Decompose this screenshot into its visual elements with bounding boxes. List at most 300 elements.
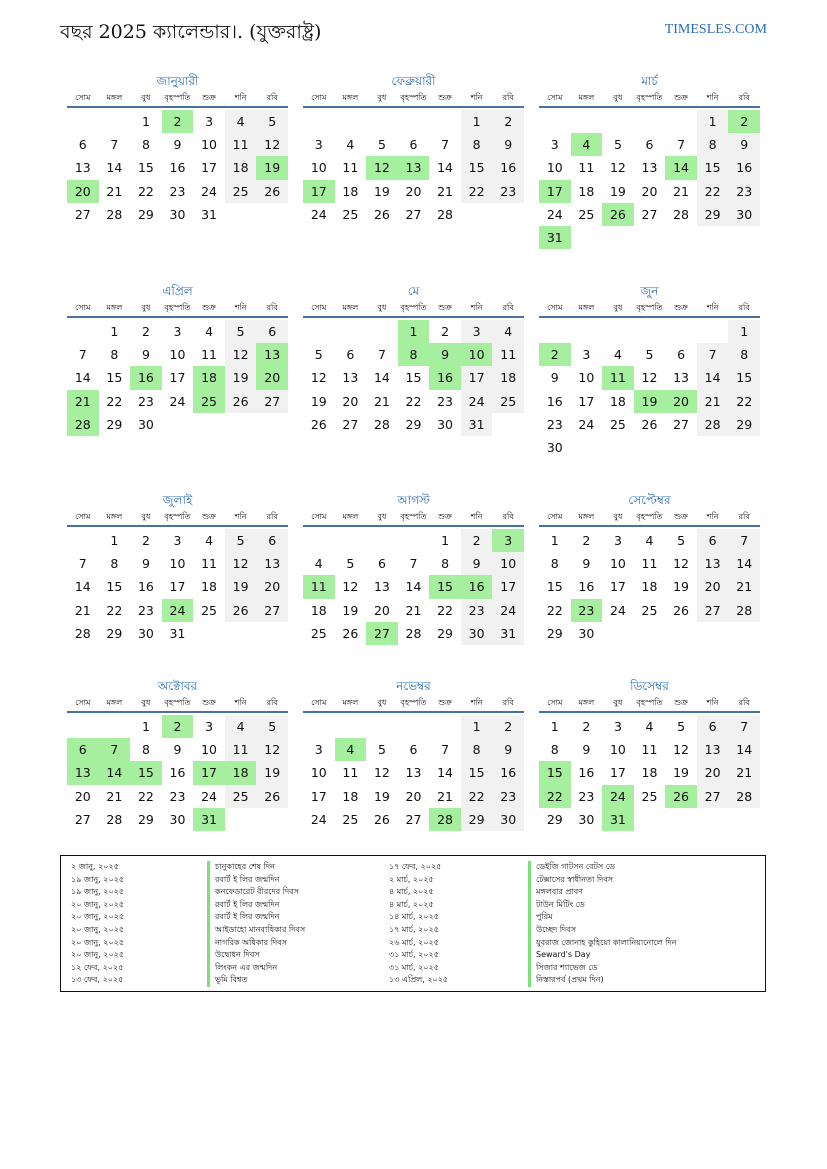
- day-cell[interactable]: 7: [409, 556, 418, 572]
- day-cell[interactable]: 28: [106, 206, 123, 222]
- day-cell[interactable]: 7: [441, 742, 450, 758]
- day-cell[interactable]: 27: [256, 390, 288, 413]
- day-cell[interactable]: 11: [342, 765, 359, 781]
- day-cell[interactable]: 31: [492, 622, 524, 645]
- day-cell[interactable]: 5: [677, 719, 686, 734]
- day-cell[interactable]: 4: [571, 133, 603, 156]
- day-cell[interactable]: 12: [609, 160, 626, 176]
- day-cell[interactable]: 21: [373, 393, 390, 409]
- day-cell[interactable]: 9: [173, 137, 182, 153]
- day-cell[interactable]: 30: [578, 811, 595, 827]
- day-cell[interactable]: 10: [578, 370, 595, 386]
- day-cell[interactable]: 18: [342, 183, 359, 199]
- day-cell[interactable]: 16: [429, 366, 461, 389]
- day-cell[interactable]: 18: [492, 366, 524, 389]
- day-cell[interactable]: 29: [437, 625, 454, 641]
- day-cell[interactable]: 5: [677, 533, 686, 548]
- day-cell[interactable]: 5: [256, 715, 288, 738]
- day-cell[interactable]: 10: [169, 556, 186, 572]
- day-cell[interactable]: 19: [373, 788, 390, 804]
- day-cell[interactable]: 22: [461, 785, 493, 808]
- day-cell[interactable]: 3: [314, 742, 323, 758]
- day-cell[interactable]: 28: [728, 785, 760, 808]
- day-cell[interactable]: 2: [582, 533, 591, 548]
- day-cell[interactable]: 29: [106, 416, 123, 432]
- day-cell[interactable]: 8: [110, 347, 119, 363]
- day-cell[interactable]: 23: [137, 602, 154, 618]
- day-cell[interactable]: 28: [67, 413, 99, 436]
- day-cell[interactable]: 29: [461, 808, 493, 831]
- day-cell[interactable]: 12: [225, 343, 257, 366]
- day-cell[interactable]: 16: [492, 761, 524, 784]
- day-cell[interactable]: 14: [373, 370, 390, 386]
- day-cell[interactable]: 12: [673, 742, 690, 758]
- day-cell[interactable]: 24: [609, 602, 626, 618]
- day-cell[interactable]: 16: [546, 393, 563, 409]
- day-cell[interactable]: 1: [461, 110, 493, 133]
- day-cell[interactable]: 10: [201, 137, 218, 153]
- day-cell[interactable]: 28: [405, 625, 422, 641]
- day-cell[interactable]: 6: [677, 347, 686, 363]
- day-cell[interactable]: 26: [665, 785, 697, 808]
- day-cell[interactable]: 29: [728, 413, 760, 436]
- day-cell[interactable]: 28: [673, 206, 690, 222]
- day-cell[interactable]: 15: [106, 370, 123, 386]
- day-cell[interactable]: 25: [310, 625, 327, 641]
- day-cell[interactable]: 3: [613, 719, 622, 734]
- day-cell[interactable]: 22: [461, 180, 493, 203]
- day-cell[interactable]: 28: [74, 625, 91, 641]
- day-cell[interactable]: 25: [201, 602, 218, 618]
- day-cell[interactable]: 12: [673, 556, 690, 572]
- day-cell[interactable]: 23: [437, 393, 454, 409]
- day-cell[interactable]: 20: [67, 180, 99, 203]
- day-cell[interactable]: 23: [578, 788, 595, 804]
- day-cell[interactable]: 18: [201, 579, 218, 595]
- day-cell[interactable]: 18: [225, 156, 257, 179]
- day-cell[interactable]: 15: [461, 761, 493, 784]
- day-cell[interactable]: 23: [546, 416, 563, 432]
- day-cell[interactable]: 16: [578, 579, 595, 595]
- day-cell[interactable]: 4: [645, 533, 654, 548]
- day-cell[interactable]: 27: [256, 599, 288, 622]
- day-cell[interactable]: 26: [342, 625, 359, 641]
- day-cell[interactable]: 27: [405, 206, 422, 222]
- day-cell[interactable]: 23: [492, 180, 524, 203]
- site-link[interactable]: TIMESLES.COM: [664, 22, 767, 37]
- day-cell[interactable]: 9: [141, 347, 150, 363]
- day-cell[interactable]: 3: [205, 114, 214, 129]
- day-cell[interactable]: 23: [169, 183, 186, 199]
- day-cell[interactable]: 28: [697, 413, 729, 436]
- day-cell[interactable]: 11: [578, 160, 595, 176]
- day-cell[interactable]: 6: [697, 715, 729, 738]
- day-cell[interactable]: 29: [106, 625, 123, 641]
- day-cell[interactable]: 19: [225, 575, 257, 598]
- day-cell[interactable]: 8: [697, 133, 729, 156]
- day-cell[interactable]: 2: [162, 715, 194, 738]
- day-cell[interactable]: 30: [169, 811, 186, 827]
- day-cell[interactable]: 27: [366, 622, 398, 645]
- day-cell[interactable]: 25: [225, 180, 257, 203]
- day-cell[interactable]: 30: [461, 622, 493, 645]
- day-cell[interactable]: 3: [173, 533, 182, 548]
- day-cell[interactable]: 25: [342, 811, 359, 827]
- day-cell[interactable]: 21: [106, 788, 123, 804]
- day-cell[interactable]: 23: [137, 393, 154, 409]
- day-cell[interactable]: 10: [169, 347, 186, 363]
- day-cell[interactable]: 14: [405, 579, 422, 595]
- day-cell[interactable]: 25: [342, 206, 359, 222]
- day-cell[interactable]: 30: [546, 439, 563, 455]
- day-cell[interactable]: 30: [578, 625, 595, 641]
- day-cell[interactable]: 2: [141, 324, 150, 339]
- day-cell[interactable]: 10: [609, 742, 626, 758]
- day-cell[interactable]: 21: [697, 390, 729, 413]
- day-cell[interactable]: 12: [342, 579, 359, 595]
- day-cell[interactable]: 4: [205, 324, 214, 339]
- day-cell[interactable]: 21: [728, 575, 760, 598]
- day-cell[interactable]: 11: [201, 556, 218, 572]
- day-cell[interactable]: 17: [169, 370, 186, 386]
- day-cell[interactable]: 2: [582, 719, 591, 734]
- day-cell[interactable]: 28: [728, 599, 760, 622]
- day-cell[interactable]: 22: [697, 180, 729, 203]
- day-cell[interactable]: 12: [256, 738, 288, 761]
- day-cell[interactable]: 3: [492, 529, 524, 552]
- day-cell[interactable]: 17: [201, 160, 218, 176]
- day-cell[interactable]: 14: [697, 366, 729, 389]
- day-cell[interactable]: 7: [78, 556, 87, 572]
- day-cell[interactable]: 13: [67, 761, 99, 784]
- day-cell[interactable]: 21: [67, 390, 99, 413]
- day-cell[interactable]: 13: [641, 160, 658, 176]
- day-cell[interactable]: 26: [641, 416, 658, 432]
- day-cell[interactable]: 25: [641, 788, 658, 804]
- day-cell[interactable]: 2: [539, 343, 571, 366]
- day-cell[interactable]: 8: [728, 343, 760, 366]
- day-cell[interactable]: 25: [578, 206, 595, 222]
- day-cell[interactable]: 4: [314, 556, 323, 572]
- day-cell[interactable]: 7: [441, 137, 450, 153]
- day-cell[interactable]: 19: [373, 183, 390, 199]
- day-cell[interactable]: 10: [492, 552, 524, 575]
- day-cell[interactable]: 13: [673, 370, 690, 386]
- day-cell[interactable]: 16: [137, 579, 154, 595]
- day-cell[interactable]: 6: [67, 738, 99, 761]
- day-cell[interactable]: 24: [602, 785, 634, 808]
- day-cell[interactable]: 13: [697, 738, 729, 761]
- day-cell[interactable]: 28: [373, 416, 390, 432]
- day-cell[interactable]: 25: [193, 390, 225, 413]
- day-cell[interactable]: 6: [645, 137, 654, 153]
- day-cell[interactable]: 22: [539, 785, 571, 808]
- day-cell[interactable]: 2: [162, 110, 194, 133]
- day-cell[interactable]: 5: [314, 347, 323, 363]
- day-cell[interactable]: 2: [492, 715, 524, 738]
- day-cell[interactable]: 21: [106, 183, 123, 199]
- day-cell[interactable]: 26: [256, 180, 288, 203]
- day-cell[interactable]: 27: [74, 206, 91, 222]
- day-cell[interactable]: 23: [728, 180, 760, 203]
- day-cell[interactable]: 28: [429, 808, 461, 831]
- day-cell[interactable]: 17: [578, 393, 595, 409]
- day-cell[interactable]: 3: [582, 347, 591, 363]
- day-cell[interactable]: 25: [641, 602, 658, 618]
- day-cell[interactable]: 7: [728, 529, 760, 552]
- day-cell[interactable]: 10: [310, 765, 327, 781]
- day-cell[interactable]: 12: [225, 552, 257, 575]
- day-cell[interactable]: 3: [461, 320, 493, 343]
- day-cell[interactable]: 4: [205, 533, 214, 548]
- day-cell[interactable]: 24: [169, 393, 186, 409]
- day-cell[interactable]: 1: [110, 324, 119, 339]
- day-cell[interactable]: 22: [106, 393, 123, 409]
- day-cell[interactable]: 15: [137, 160, 154, 176]
- day-cell[interactable]: 7: [99, 738, 131, 761]
- day-cell[interactable]: 29: [405, 416, 422, 432]
- day-cell[interactable]: 2: [141, 533, 150, 548]
- day-cell[interactable]: 16: [169, 765, 186, 781]
- day-cell[interactable]: 22: [728, 390, 760, 413]
- day-cell[interactable]: 24: [162, 599, 194, 622]
- day-cell[interactable]: 29: [137, 206, 154, 222]
- day-cell[interactable]: 14: [665, 156, 697, 179]
- day-cell[interactable]: 8: [550, 742, 559, 758]
- day-cell[interactable]: 1: [110, 533, 119, 548]
- day-cell[interactable]: 20: [373, 602, 390, 618]
- day-cell[interactable]: 26: [256, 785, 288, 808]
- day-cell[interactable]: 25: [609, 416, 626, 432]
- day-cell[interactable]: 16: [461, 575, 493, 598]
- day-cell[interactable]: 8: [550, 556, 559, 572]
- day-cell[interactable]: 8: [141, 742, 150, 758]
- day-cell[interactable]: 6: [78, 137, 87, 153]
- day-cell[interactable]: 31: [461, 413, 493, 436]
- day-cell[interactable]: 11: [342, 160, 359, 176]
- day-cell[interactable]: 14: [728, 552, 760, 575]
- day-cell[interactable]: 31: [169, 625, 186, 641]
- day-cell[interactable]: 25: [225, 785, 257, 808]
- day-cell[interactable]: 5: [377, 137, 386, 153]
- day-cell[interactable]: 24: [492, 599, 524, 622]
- day-cell[interactable]: 1: [550, 533, 559, 548]
- day-cell[interactable]: 17: [539, 180, 571, 203]
- day-cell[interactable]: 8: [441, 556, 450, 572]
- day-cell[interactable]: 9: [492, 133, 524, 156]
- day-cell[interactable]: 11: [641, 742, 658, 758]
- day-cell[interactable]: 5: [613, 137, 622, 153]
- day-cell[interactable]: 15: [130, 761, 162, 784]
- day-cell[interactable]: 5: [256, 110, 288, 133]
- day-cell[interactable]: 19: [256, 761, 288, 784]
- day-cell[interactable]: 23: [169, 788, 186, 804]
- day-cell[interactable]: 22: [137, 183, 154, 199]
- day-cell[interactable]: 13: [256, 552, 288, 575]
- day-cell[interactable]: 4: [613, 347, 622, 363]
- day-cell[interactable]: 15: [461, 156, 493, 179]
- day-cell[interactable]: 13: [373, 579, 390, 595]
- day-cell[interactable]: 9: [461, 552, 493, 575]
- day-cell[interactable]: 10: [461, 343, 493, 366]
- day-cell[interactable]: 16: [492, 156, 524, 179]
- day-cell[interactable]: 9: [728, 133, 760, 156]
- day-cell[interactable]: 18: [578, 183, 595, 199]
- day-cell[interactable]: 20: [665, 390, 697, 413]
- day-cell[interactable]: 10: [310, 160, 327, 176]
- day-cell[interactable]: 18: [641, 765, 658, 781]
- day-cell[interactable]: 12: [256, 133, 288, 156]
- day-cell[interactable]: 4: [225, 110, 257, 133]
- day-cell[interactable]: 12: [366, 156, 398, 179]
- day-cell[interactable]: 20: [697, 761, 729, 784]
- day-cell[interactable]: 20: [342, 393, 359, 409]
- day-cell[interactable]: 30: [437, 416, 454, 432]
- day-cell[interactable]: 7: [110, 137, 119, 153]
- day-cell[interactable]: 6: [409, 742, 418, 758]
- day-cell[interactable]: 23: [492, 785, 524, 808]
- day-cell[interactable]: 16: [728, 156, 760, 179]
- day-cell[interactable]: 17: [609, 579, 626, 595]
- day-cell[interactable]: 15: [429, 575, 461, 598]
- day-cell[interactable]: 5: [346, 556, 355, 572]
- day-cell[interactable]: 18: [193, 366, 225, 389]
- day-cell[interactable]: 2: [492, 110, 524, 133]
- day-cell[interactable]: 29: [697, 203, 729, 226]
- day-cell[interactable]: 19: [310, 393, 327, 409]
- day-cell[interactable]: 7: [78, 347, 87, 363]
- day-cell[interactable]: 23: [571, 599, 603, 622]
- day-cell[interactable]: 9: [492, 738, 524, 761]
- day-cell[interactable]: 18: [641, 579, 658, 595]
- day-cell[interactable]: 1: [441, 533, 450, 548]
- day-cell[interactable]: 31: [539, 226, 571, 249]
- day-cell[interactable]: 21: [437, 183, 454, 199]
- day-cell[interactable]: 20: [405, 788, 422, 804]
- day-cell[interactable]: 14: [106, 160, 123, 176]
- day-cell[interactable]: 21: [728, 761, 760, 784]
- day-cell[interactable]: 27: [74, 811, 91, 827]
- day-cell[interactable]: 12: [373, 765, 390, 781]
- day-cell[interactable]: 21: [437, 788, 454, 804]
- day-cell[interactable]: 18: [342, 788, 359, 804]
- day-cell[interactable]: 24: [578, 416, 595, 432]
- day-cell[interactable]: 6: [256, 320, 288, 343]
- day-cell[interactable]: 9: [173, 742, 182, 758]
- day-cell[interactable]: 15: [546, 579, 563, 595]
- day-cell[interactable]: 3: [173, 324, 182, 339]
- day-cell[interactable]: 31: [193, 808, 225, 831]
- day-cell[interactable]: 19: [342, 602, 359, 618]
- day-cell[interactable]: 27: [697, 785, 729, 808]
- day-cell[interactable]: 12: [310, 370, 327, 386]
- day-cell[interactable]: 8: [110, 556, 119, 572]
- day-cell[interactable]: 29: [546, 811, 563, 827]
- day-cell[interactable]: 17: [193, 761, 225, 784]
- day-cell[interactable]: 1: [728, 320, 760, 343]
- day-cell[interactable]: 24: [201, 183, 218, 199]
- day-cell[interactable]: 1: [550, 719, 559, 734]
- day-cell[interactable]: 18: [310, 602, 327, 618]
- day-cell[interactable]: 17: [310, 788, 327, 804]
- day-cell[interactable]: 15: [728, 366, 760, 389]
- day-cell[interactable]: 20: [256, 575, 288, 598]
- day-cell[interactable]: 27: [673, 416, 690, 432]
- day-cell[interactable]: 26: [373, 811, 390, 827]
- day-cell[interactable]: 1: [697, 110, 729, 133]
- day-cell[interactable]: 6: [409, 137, 418, 153]
- day-cell[interactable]: 30: [137, 625, 154, 641]
- day-cell[interactable]: 19: [634, 390, 666, 413]
- day-cell[interactable]: 5: [225, 320, 257, 343]
- day-cell[interactable]: 2: [461, 529, 493, 552]
- day-cell[interactable]: 31: [602, 808, 634, 831]
- day-cell[interactable]: 2: [728, 110, 760, 133]
- day-cell[interactable]: 19: [256, 156, 288, 179]
- day-cell[interactable]: 7: [377, 347, 386, 363]
- day-cell[interactable]: 26: [373, 206, 390, 222]
- day-cell[interactable]: 10: [201, 742, 218, 758]
- day-cell[interactable]: 15: [697, 156, 729, 179]
- day-cell[interactable]: 13: [342, 370, 359, 386]
- day-cell[interactable]: 17: [461, 366, 493, 389]
- day-cell[interactable]: 4: [492, 320, 524, 343]
- day-cell[interactable]: 28: [106, 811, 123, 827]
- day-cell[interactable]: 30: [137, 416, 154, 432]
- day-cell[interactable]: 9: [582, 742, 591, 758]
- day-cell[interactable]: 24: [310, 206, 327, 222]
- day-cell[interactable]: 21: [405, 602, 422, 618]
- day-cell[interactable]: 26: [225, 390, 257, 413]
- day-cell[interactable]: 26: [225, 599, 257, 622]
- day-cell[interactable]: 4: [225, 715, 257, 738]
- day-cell[interactable]: 21: [673, 183, 690, 199]
- day-cell[interactable]: 17: [303, 180, 335, 203]
- day-cell[interactable]: 3: [205, 719, 214, 734]
- day-cell[interactable]: 4: [645, 719, 654, 734]
- day-cell[interactable]: 27: [405, 811, 422, 827]
- day-cell[interactable]: 22: [405, 393, 422, 409]
- day-cell[interactable]: 5: [645, 347, 654, 363]
- day-cell[interactable]: 7: [728, 715, 760, 738]
- day-cell[interactable]: 20: [256, 366, 288, 389]
- day-cell[interactable]: 10: [609, 556, 626, 572]
- day-cell[interactable]: 18: [609, 393, 626, 409]
- day-cell[interactable]: 22: [437, 602, 454, 618]
- day-cell[interactable]: 7: [697, 343, 729, 366]
- day-cell[interactable]: 8: [461, 738, 493, 761]
- day-cell[interactable]: 22: [546, 602, 563, 618]
- day-cell[interactable]: 28: [437, 206, 454, 222]
- day-cell[interactable]: 6: [346, 347, 355, 363]
- day-cell[interactable]: 13: [405, 765, 422, 781]
- day-cell[interactable]: 19: [673, 579, 690, 595]
- day-cell[interactable]: 6: [256, 529, 288, 552]
- day-cell[interactable]: 6: [377, 556, 386, 572]
- day-cell[interactable]: 11: [225, 738, 257, 761]
- day-cell[interactable]: 14: [728, 738, 760, 761]
- day-cell[interactable]: 14: [437, 160, 454, 176]
- day-cell[interactable]: 25: [492, 390, 524, 413]
- day-cell[interactable]: 3: [550, 137, 559, 153]
- day-cell[interactable]: 3: [314, 137, 323, 153]
- day-cell[interactable]: 21: [74, 602, 91, 618]
- day-cell[interactable]: 15: [106, 579, 123, 595]
- day-cell[interactable]: 8: [398, 343, 430, 366]
- day-cell[interactable]: 30: [492, 808, 524, 831]
- day-cell[interactable]: 22: [106, 602, 123, 618]
- day-cell[interactable]: 13: [697, 552, 729, 575]
